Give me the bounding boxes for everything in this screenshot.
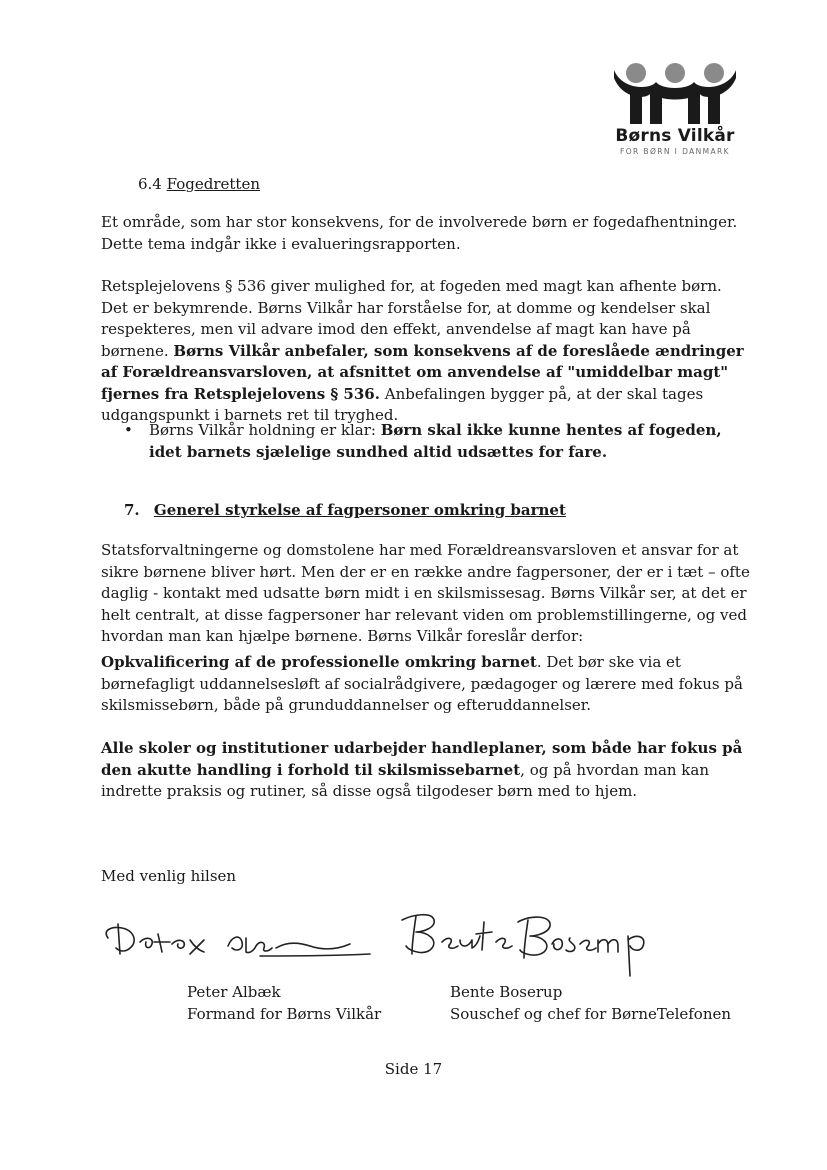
section-title: Fogedretten bbox=[166, 175, 260, 193]
paragraph-text: . Det bør ske via et børnefagligt uddannelsesløft af socialrådgivere, pædagoger og lærere med fokus på skilsmissebørn, både på grunduddannelser og efteruddannelser. bbox=[101, 653, 743, 714]
paragraph-text: Retsplejelovens § 536 giver mulighed for, at fogeden med magt kan afhente børn. Det er bekymrende. Børns Vilkår har forståelse for, at domme og kendelser skal respekteres, men vil advare imod den effekt, anvendelse af magt kan have på børnene. bbox=[101, 277, 722, 360]
signer-title: Souschef og chef for BørneTelefonen bbox=[450, 1004, 732, 1023]
bullet-bold-text: Børn skal ikke kunne hentes af fogeden, idet barnets sjælelige sundhed altid udsættes for fare. bbox=[149, 421, 722, 461]
paragraph-text: , og på hvordan man kan indrette praksis og rutiner, så disse også tilgodeser børn med to hjem. bbox=[101, 760, 710, 800]
signature-peter-albaek bbox=[100, 912, 380, 972]
section-6-4-paragraph-1: Et område, som har stor konsekvens, for de involverede børn er fogedafhentninger. Dette tema indgår ikke i evalueringsrapporten. bbox=[101, 213, 738, 253]
logo-name: Børns Vilkår bbox=[615, 126, 735, 146]
signer-1 bbox=[187, 982, 381, 1025]
proposal-bold-text: Alle skoler og institutioner udarbejder handleplaner, som både har fokus på den akutte handling i forhold til skilsmissebarnet bbox=[101, 739, 743, 779]
section-7-paragraph-3 bbox=[101, 738, 753, 803]
bullet-item bbox=[124, 420, 754, 463]
page-number: Side 17 bbox=[384, 1060, 443, 1078]
signer-2 bbox=[450, 982, 731, 1025]
signer-name: Bente Boserup bbox=[450, 983, 563, 1001]
section-7-paragraph-2 bbox=[101, 652, 753, 717]
bullet-text: Børns Vilkår holdning er klar: bbox=[149, 421, 381, 439]
brand-logo bbox=[600, 60, 750, 162]
section-number: 6.4 bbox=[138, 175, 162, 193]
paragraph-text: Anbefalingen bygger på, at der skal tages udgangspunkt i barnets ret til tryghed. bbox=[101, 384, 704, 424]
logo-tagline: FOR BØRN I DANMARK bbox=[620, 147, 730, 156]
closing-greeting: Med venlig hilsen bbox=[101, 867, 237, 885]
signature-bente-boserup bbox=[392, 906, 672, 986]
signer-name: Peter Albæk bbox=[187, 983, 281, 1001]
signer-title: Formand for Børns Vilkår bbox=[187, 1004, 382, 1023]
recommendation-text: Børns Vilkår anbefaler, som konsekvens af de foreslåede ændringer af Forældreansvarsloven, at afsnittet om anvendelse af "umiddelbar magt" fjernes fra Retsplejelovens § 536. bbox=[101, 341, 744, 403]
section-number: 7. bbox=[124, 501, 140, 519]
section-7-paragraph-1: Statsforvaltningerne og domstolene har med Forældreansvarsloven et ansvar for at sikre børnene bliver hørt. Men der er en række andre fagpersoner, der er i tæt – ofte daglig - kontakt med udsatte børn midt i en skilsmissesag. Børns Vilkår ser, at det er helt centralt, at disse fagpersoner har relevant viden om problemstillingerne, og ved hvordan man kan hjælpe børnene. Børns Vilkår foreslår derfor: bbox=[101, 541, 750, 645]
logo-figures-icon bbox=[612, 60, 738, 124]
section-title: Generel styrkelse af fagpersoner omkring barnet bbox=[153, 501, 566, 519]
bullet-marker: • bbox=[124, 421, 133, 439]
proposal-bold-text: Opkvalificering af de professionelle omkring barnet bbox=[101, 653, 537, 671]
section-6-4-heading bbox=[138, 174, 260, 196]
section-6-4-paragraph-2 bbox=[101, 276, 753, 427]
section-7-heading bbox=[124, 500, 566, 522]
